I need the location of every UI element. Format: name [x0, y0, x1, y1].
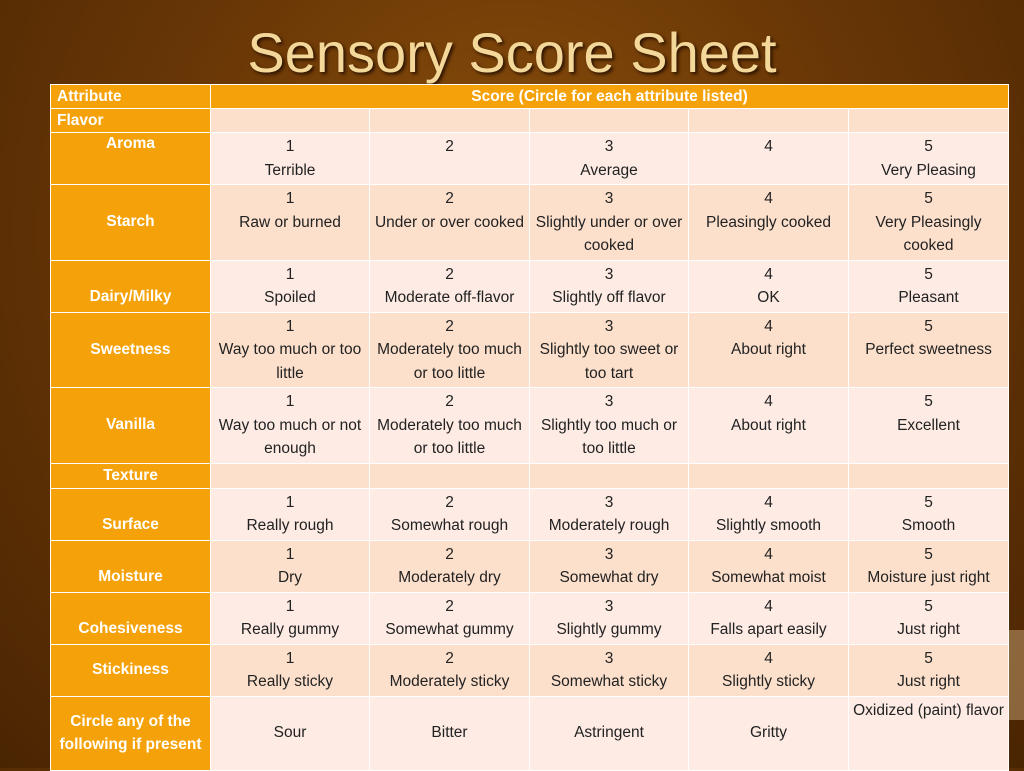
score-option-surface-1[interactable]: 1 Really rough [211, 488, 370, 540]
row-stickiness [51, 644, 1009, 696]
row-label-vanilla: Vanilla [51, 388, 211, 464]
score-option-moisture-1[interactable]: 1 Dry [211, 540, 370, 592]
header-row [51, 85, 1009, 109]
score-option-starch-5[interactable]: 5 Very Pleasingly cooked [849, 185, 1009, 261]
row-moisture [51, 540, 1009, 592]
score-option-sweetness-1[interactable]: 1 Way too much or too little [211, 312, 370, 388]
section-texture-label: Texture [51, 463, 211, 488]
score-option-dairy-3[interactable]: 3 Slightly off flavor [530, 260, 689, 312]
score-option-cohesiveness-5[interactable]: 5 Just right [849, 592, 1009, 644]
score-option-dairy-5[interactable]: 5 Pleasant [849, 260, 1009, 312]
score-option-aroma-1[interactable]: 1 Terrible [211, 133, 370, 185]
score-option-dairy-2[interactable]: 2 Moderate off-flavor [370, 260, 530, 312]
page-title: Sensory Score Sheet [247, 21, 777, 84]
score-option-surface-5[interactable]: 5 Smooth [849, 488, 1009, 540]
score-option-moisture-3[interactable]: 3 Somewhat dry [530, 540, 689, 592]
score-option-surface-2[interactable]: 2 Somewhat rough [370, 488, 530, 540]
row-label-aroma: Aroma [51, 133, 211, 185]
row-label-cohesiveness: Cohesiveness [51, 592, 211, 644]
score-option-cohesiveness-2[interactable]: 2 Somewhat gummy [370, 592, 530, 644]
score-option-cohesiveness-4[interactable]: 4 Falls apart easily [689, 592, 849, 644]
score-option-moisture-5[interactable]: 5 Moisture just right [849, 540, 1009, 592]
defect-option-astringent[interactable]: Astringent [530, 696, 689, 770]
score-option-sweetness-2[interactable]: 2 Moderately too much or too little [370, 312, 530, 388]
score-option-sweetness-5[interactable]: 5 Perfect sweetness [849, 312, 1009, 388]
section-row-flavor [51, 109, 1009, 133]
row-cohesiveness [51, 592, 1009, 644]
score-option-moisture-2[interactable]: 2 Moderately dry [370, 540, 530, 592]
row-sweetness [51, 312, 1009, 388]
section-row-texture [51, 463, 1009, 488]
score-option-stickiness-1[interactable]: 1 Really sticky [211, 644, 370, 696]
score-option-vanilla-5[interactable]: 5 Excellent [849, 388, 1009, 464]
row-present-defects [51, 696, 1009, 770]
score-option-dairy-4[interactable]: 4 OK [689, 260, 849, 312]
score-option-aroma-4[interactable]: 4 [689, 133, 849, 185]
score-option-cohesiveness-3[interactable]: 3 Slightly gummy [530, 592, 689, 644]
row-aroma [51, 133, 1009, 185]
row-surface [51, 488, 1009, 540]
row-label-stickiness: Stickiness [51, 644, 211, 696]
row-label-sweetness: Sweetness [51, 312, 211, 388]
row-dairy-milky [51, 260, 1009, 312]
score-option-stickiness-4[interactable]: 4 Slightly sticky [689, 644, 849, 696]
score-option-stickiness-5[interactable]: 5 Just right [849, 644, 1009, 696]
score-option-sweetness-4[interactable]: 4 About right [689, 312, 849, 388]
score-option-vanilla-2[interactable]: 2 Moderately too much or too little [370, 388, 530, 464]
score-option-aroma-3[interactable]: 3 Average [530, 133, 689, 185]
defect-option-sour[interactable]: Sour [211, 696, 370, 770]
row-label-moisture: Moisture [51, 540, 211, 592]
header-score: Score (Circle for each attribute listed) [211, 85, 1009, 109]
score-option-starch-2[interactable]: 2 Under or over cooked [370, 185, 530, 261]
header-attribute: Attribute [51, 85, 211, 109]
score-option-sweetness-3[interactable]: 3 Slightly too sweet or too tart [530, 312, 689, 388]
score-option-vanilla-1[interactable]: 1 Way too much or not enough [211, 388, 370, 464]
defect-option-oxidized[interactable]: Oxidized (paint) flavor [849, 696, 1009, 770]
row-label-present: Circle any of the following if present [51, 696, 211, 770]
score-option-starch-3[interactable]: 3 Slightly under or over cooked [530, 185, 689, 261]
row-vanilla [51, 388, 1009, 464]
score-option-starch-1[interactable]: 1 Raw or burned [211, 185, 370, 261]
row-label-surface: Surface [51, 488, 211, 540]
score-option-cohesiveness-1[interactable]: 1 Really gummy [211, 592, 370, 644]
score-option-dairy-1[interactable]: 1 Spoiled [211, 260, 370, 312]
score-option-vanilla-3[interactable]: 3 Slightly too much or too little [530, 388, 689, 464]
score-option-vanilla-4[interactable]: 4 About right [689, 388, 849, 464]
score-option-aroma-2[interactable]: 2 [370, 133, 530, 185]
score-option-stickiness-2[interactable]: 2 Moderately sticky [370, 644, 530, 696]
defect-option-bitter[interactable]: Bitter [370, 696, 530, 770]
score-option-moisture-4[interactable]: 4 Somewhat moist [689, 540, 849, 592]
row-starch [51, 185, 1009, 261]
row-label-dairy-milky: Dairy/Milky [51, 260, 211, 312]
defect-option-gritty[interactable]: Gritty [689, 696, 849, 770]
score-option-stickiness-3[interactable]: 3 Somewhat sticky [530, 644, 689, 696]
score-option-starch-4[interactable]: 4 Pleasingly cooked [689, 185, 849, 261]
score-sheet-table [50, 84, 1009, 771]
score-option-surface-3[interactable]: 3 Moderately rough [530, 488, 689, 540]
score-option-aroma-5[interactable]: 5 Very Pleasing [849, 133, 1009, 185]
section-flavor-label: Flavor [51, 109, 211, 133]
row-label-starch: Starch [51, 185, 211, 261]
score-option-surface-4[interactable]: 4 Slightly smooth [689, 488, 849, 540]
